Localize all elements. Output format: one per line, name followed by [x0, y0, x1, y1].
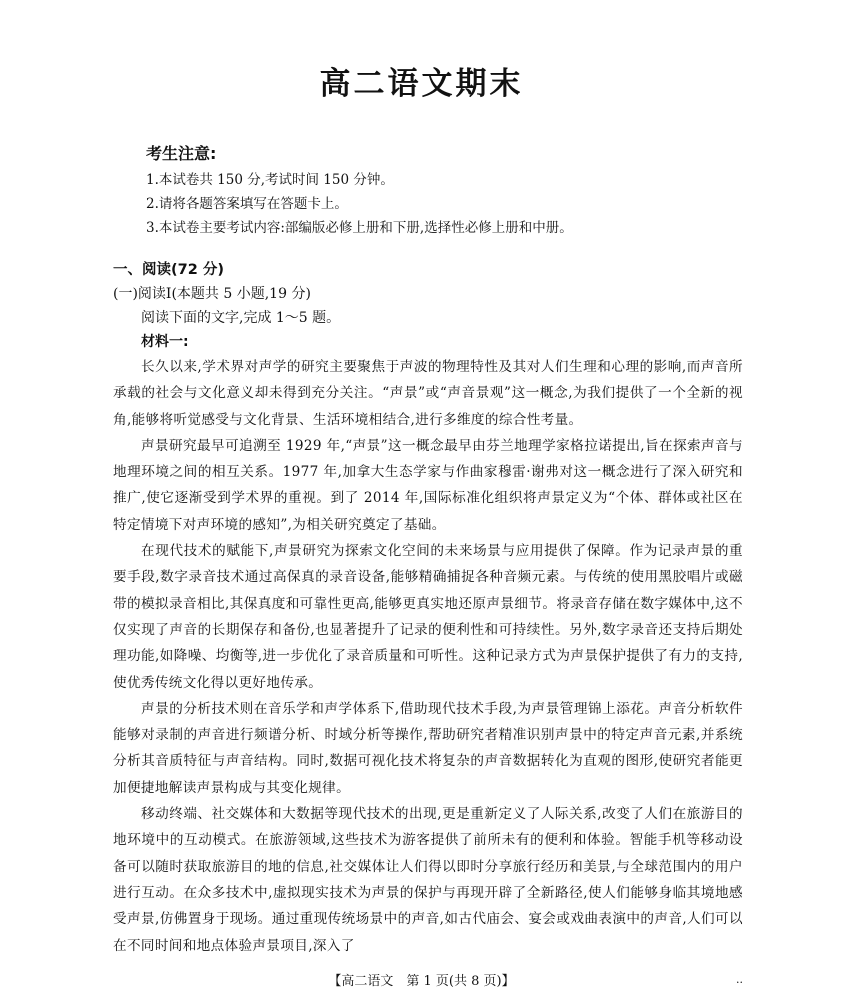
subsection-title: (一)阅读Ⅰ(本题共 5 小题,19 分)	[113, 286, 311, 302]
page-footer: 【高二语文 第 1 页(共 8 页)】	[328, 974, 515, 989]
notice-item: 1.本试卷共 150 分,考试时间 150 分钟。	[146, 172, 394, 188]
paragraph: 声景研究最早可追溯至 1929 年,“声景”这一概念最早由芬兰地理学家格拉诺提出,旨在探索声音与地理环境之间的相互关系。1977 年,加拿大生态学家与作曲家穆雷·谢弗对这一概念进行了深入研究和推广,使它逐渐受到学术界的重视。到了 2014 年,国际标准化组织将声景定义为“个体、群体或社区在特定情境下对声环境的感知”,为相关研究奠定了基础。	[113, 437, 743, 533]
paragraph: 长久以来,学术界对声学的研究主要聚焦于声波的物理特性及其对人们生理和心理的影响,而声音所承载的社会与文化意义却未得到充分关注。“声景”或“声音景观”这一概念,为我们提供了一个全新的视角,能够将听觉感受与文化背景、生活环境相结合,进行多维度的综合性考量。	[113, 359, 743, 428]
notice-item: 2.请将各题答案填写在答题卡上。	[146, 196, 348, 212]
page-title: 高二语文期末	[319, 66, 524, 102]
corner-mark: ··	[736, 976, 743, 989]
paragraph: 移动终端、社交媒体和大数据等现代技术的出现,更是重新定义了人际关系,改变了人们在旅游目的地环境中的互动模式。在旅游领域,这些技术为游客提供了前所未有的便利和体验。智能手机等移动设备可以随时获取旅游目的地的信息,社交媒体让人们得以即时分享旅行经历和美景,与全球范围内的用户进行互动。在众多技术中,虚拟现实技术为声景的保护与再现开辟了全新路径,使人们能够身临其境地感受声景,仿佛置身于现场。通过重现传统场景中的声音,如古代庙会、宴会或戏曲表演中的声音,人们可以在不同时间和地点体验声景项目,深入了	[113, 806, 743, 954]
notice-item: 3.本试卷主要考试内容:部编版必修上册和下册,选择性必修上册和中册。	[146, 220, 573, 236]
material-label: 材料一:	[141, 334, 189, 350]
reading-section	[113, 258, 743, 959]
notice-heading: 考生注意:	[146, 144, 217, 163]
section-title: 一、阅读(72 分)	[113, 262, 224, 278]
paragraph: 在现代技术的赋能下,声景研究为探索文化空间的未来场景与应用提供了保障。作为记录声景的重要手段,数字录音技术通过高保真的录音设备,能够精确捕捉各种音频元素。与传统的使用黑胶唱片或磁带的模拟录音相比,其保真度和可靠性更高,能够更真实地还原声景细节。将录音存储在数字媒体中,这不仅实现了声音的长期保存和备份,也显著提升了记录的便利性和可持续性。另外,数字录音还支持后期处理功能,如降噪、均衡等,进一步优化了录音质量和可听性。这种记录方式为声景保护提供了有力的支持,使优秀传统文化得以更好地传承。	[113, 543, 743, 691]
paragraph: 声景的分析技术则在音乐学和声学体系下,借助现代技术手段,为声景管理锦上添花。声音分析软件能够对录制的声音进行频谱分析、时域分析等操作,帮助研究者精准识别声景中的特定声音元素,并系统分析其音质特征与声音结构。同时,数据可视化技术将复杂的声音数据转化为直观的图形,使研究者能更加便捷地解读声景构成与其变化规律。	[113, 700, 743, 796]
instruction-text: 阅读下面的文字,完成 1～5 题。	[141, 310, 341, 326]
candidate-notice	[146, 142, 746, 240]
